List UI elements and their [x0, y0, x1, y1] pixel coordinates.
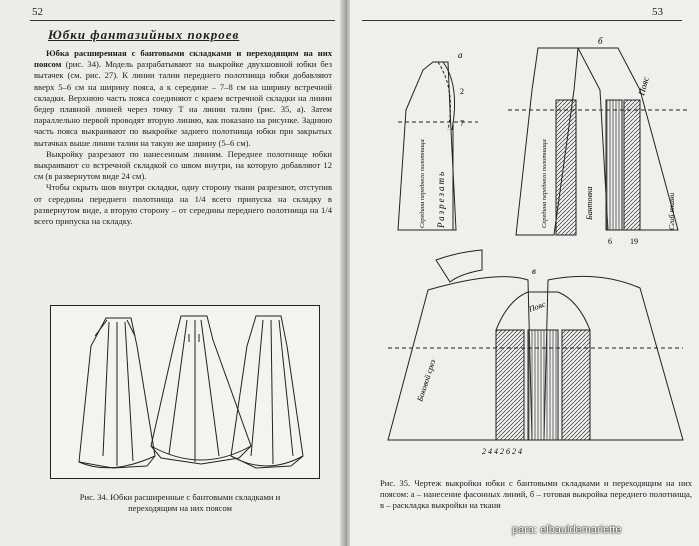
- label-seredina-b: Середина переднего полотнища: [541, 139, 548, 228]
- page-number-left: 52: [32, 6, 43, 18]
- label-seredina-a: Середина переднего полотнища: [419, 139, 426, 228]
- label-poyas-b: Пояс: [636, 75, 651, 97]
- paragraph-3: Чтобы скрыть шов внутри складки, одну сторону ткани разрезают, отступив от середины переднего полотнища на 1/4 всего припуска на складку в развернутом виде, а вторую сторону – от середины переднего полотнища на 1/4 всего припуска на складку.: [34, 182, 332, 227]
- header-rule: [30, 20, 335, 21]
- label-a: а: [458, 50, 463, 60]
- label-sgib: Сгиб ткани: [667, 192, 676, 230]
- skirts-drawing: [51, 306, 319, 478]
- figure-34-skirt-illustrations: [50, 305, 320, 479]
- label-b: б: [598, 36, 603, 46]
- label-num-19: 19: [630, 237, 638, 246]
- label-bokovoy: Боковой срез: [415, 358, 438, 403]
- left-page: [0, 0, 343, 546]
- label-bottom-numbers: 2 4 4 2 6 2 4: [482, 447, 522, 456]
- label-num-2: 2: [460, 87, 464, 96]
- label-v: в: [532, 266, 536, 276]
- figure-35-pattern-drawing: [378, 30, 690, 470]
- section-header: Юбки фантазийных покроев: [48, 27, 240, 42]
- header-rule-right: [362, 20, 682, 21]
- watermark: para: elbauldemariette: [512, 524, 622, 536]
- label-num-7: 7: [460, 119, 464, 128]
- label-num-6: 6: [608, 237, 612, 246]
- label-razrezat: Разрезать: [436, 169, 446, 228]
- figure-34-caption: Рис. 34. Юбки расширенные с бантовыми складками и переходящим на них поясом: [79, 492, 281, 513]
- heading-bold: Юбка расширенная с бантовыми складками и переходящим на них поясом: [34, 48, 332, 70]
- label-bantovka: Бантовка: [585, 186, 594, 220]
- label-poyas-v: Пояс: [527, 299, 547, 314]
- drawing-b: [508, 48, 690, 235]
- right-page: [350, 0, 699, 546]
- figure-35-caption: Рис. 35. Чертеж выкройки юбки с бантовыми складками и переходящим на них поясом: а – нанесение фасонных линий, б – готовая выкройка переднего полотнища, в – раскладка выкройки на ткани: [380, 478, 692, 510]
- page-number-right: 53: [652, 6, 663, 18]
- paragraph-1-text: (рис. 34). Модель разрабатывают на выкройке двухшовной юбки без вытачек (см. рис. 27). К линии талии переднего полотнища юбки добавляют вверх 5–6 см на ширину пояса, а к середине – 7–8 см на ширину встречной складки. Верхнюю часть пояса соединяют с краем встречной складки на линии бедер плавной линией через точку Т на линии талии (рис. 35, а). Затем параллельно первой проводят вторую линию, как показано на рисунке. Заднюю часть пояса выкраивают по выкройке заднего полотнища юбки при закрытых вытачках выше линии талии на такую же ширину (5–6 см).: [34, 59, 332, 148]
- paragraph-1: [34, 48, 332, 149]
- paragraph-2: Выкройку разрезают по нанесенным линиям. Переднее полотнище юбки выкраивают со встречной складкой со швом внутри, на которую добавляют 12 см (в развернутом виде 24 см).: [34, 148, 332, 182]
- drawing-v: [388, 250, 683, 440]
- body-text: [34, 48, 332, 227]
- pattern-svg: [378, 30, 690, 470]
